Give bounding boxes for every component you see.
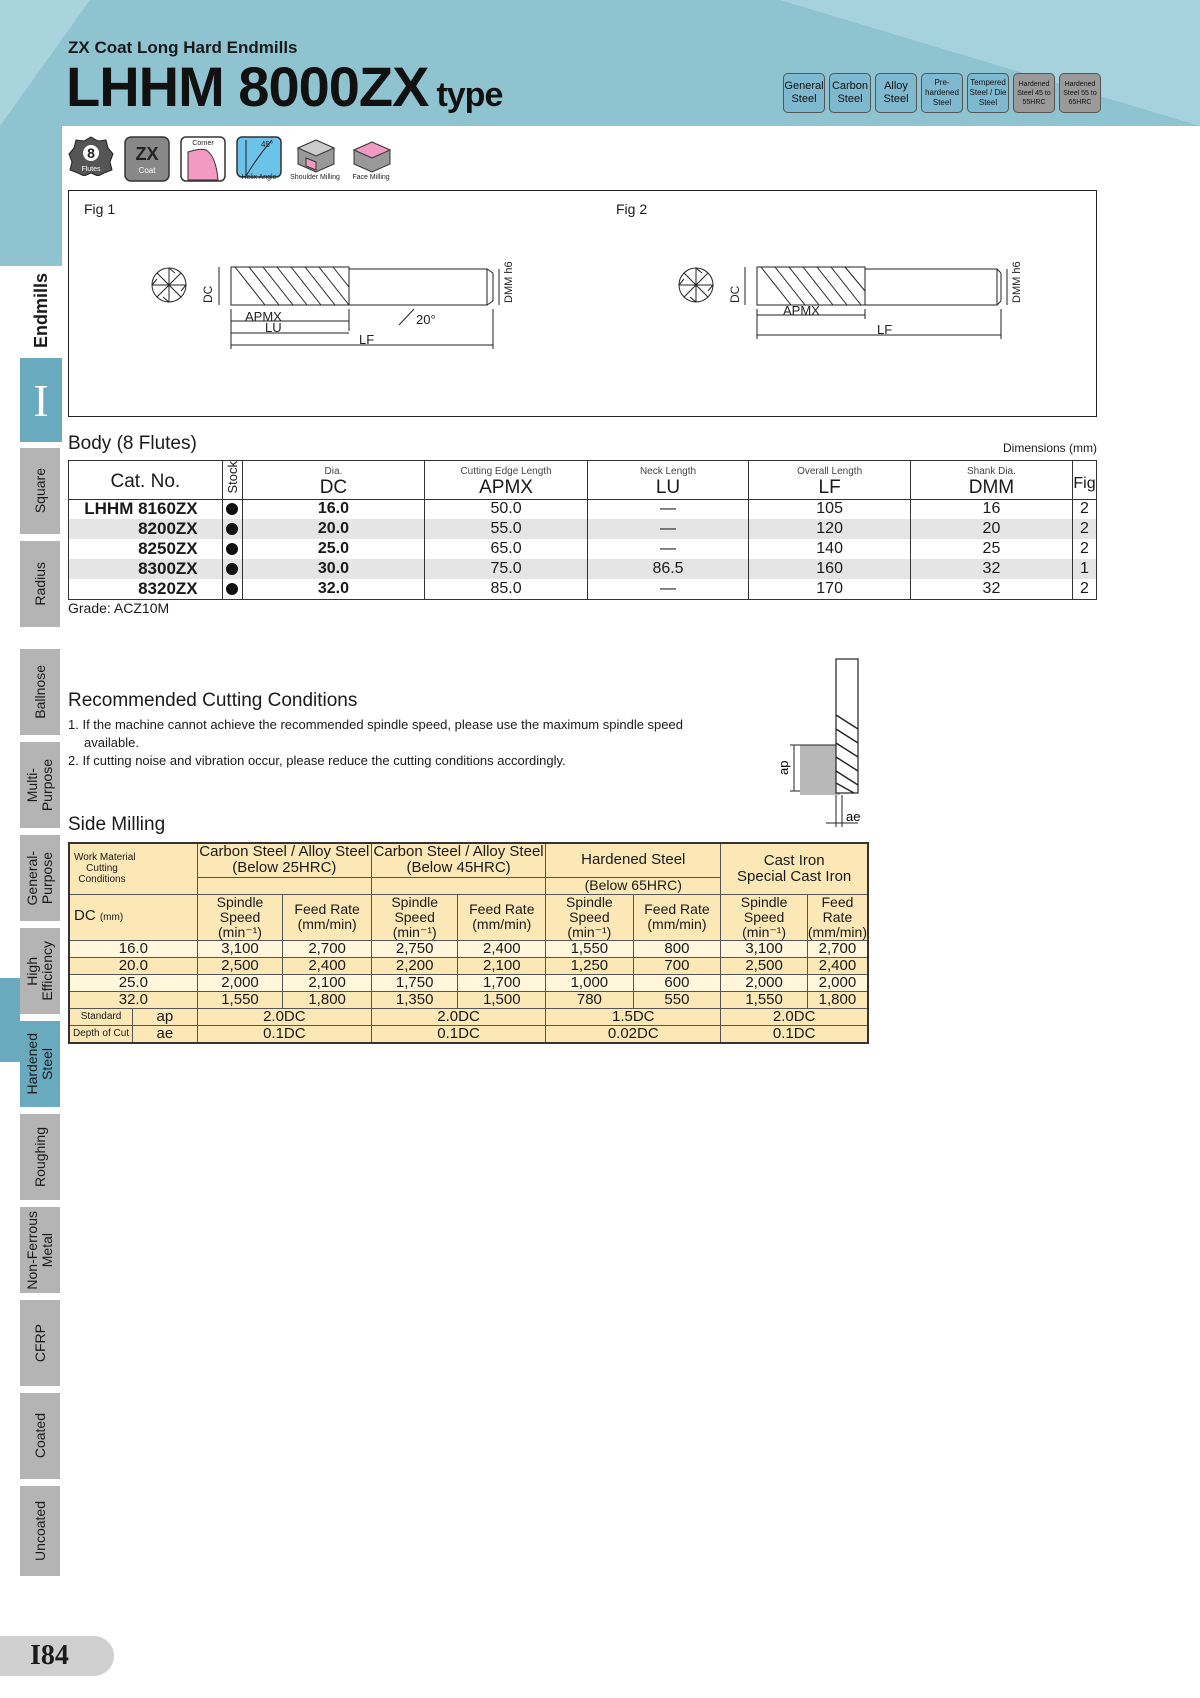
body-title: Body (8 Flutes) [68, 433, 197, 454]
fig1-end-view [152, 268, 186, 302]
sidebar-top-band [0, 126, 62, 266]
material-prehardened-steel: Pre-hardened Steel [921, 73, 963, 113]
flutes-label: Flutes [81, 166, 101, 173]
corner-icon [180, 136, 226, 184]
apmx-value: 50.0 [425, 499, 587, 519]
shoulder-label: Shoulder Milling [290, 174, 340, 181]
material-carbon-steel: Carbon Steel [829, 73, 871, 113]
coat-value: ZX [135, 144, 159, 164]
apmx-value: 55.0 [425, 519, 587, 539]
stock-mark [222, 519, 242, 539]
spindle-speed-header: Spindle Speed (min⁻¹) [371, 894, 457, 940]
material-hardened-45-55: Hardened Steel 45 to 55HRC [1013, 73, 1055, 113]
table-row: 32.0 1,550 1,800 1,350 1,500 780 550 1,550 1,800 [69, 991, 868, 1008]
flutes-value: 8 [87, 145, 95, 161]
sidebar-tab-coated[interactable]: Coated [20, 1393, 60, 1479]
fig2-lf: LF [877, 322, 893, 337]
dmm-value: 32 [910, 559, 1072, 579]
fig1-dc: DC [201, 285, 215, 303]
body-table [68, 460, 1097, 600]
material-hardened-55-65: Hardened Steel 55 to 65HRC [1059, 73, 1101, 113]
ap-cell: ap [133, 1008, 198, 1025]
depth-of-cut-label: Depth of Cut [69, 1025, 133, 1043]
header-apmx: Cutting Edge Length APMX [425, 461, 587, 500]
material-alloy-steel: Alloy Steel [875, 73, 917, 113]
spindle-speed-header: Spindle Speed (min⁻¹) [197, 894, 283, 940]
dmm-value: 32 [910, 579, 1072, 599]
header-cat: Cat. No. [69, 461, 223, 500]
note-2: 2. If cutting noise and vibration occur, please reduce the cutting conditions accordingly. [68, 753, 566, 768]
material-general-steel: General Steel [783, 73, 825, 113]
sidebar-tab-roughing[interactable]: Roughing [20, 1114, 60, 1200]
stock-mark [222, 499, 242, 519]
standard-label: Standard [69, 1008, 133, 1025]
helix-angle-icon [236, 136, 282, 184]
ae-cell: ae [133, 1025, 198, 1043]
cat-no: 8250ZX [69, 539, 223, 559]
sidebar-tab-multi-purpose[interactable]: Multi- Purpose [20, 742, 60, 828]
sidebar-section-mark: I [20, 358, 62, 442]
spindle-speed-header: Spindle Speed (min⁻¹) [721, 894, 808, 940]
ap-label: ap [776, 760, 791, 775]
dc-value: 32.0 [242, 579, 425, 599]
shoulder-milling-icon [292, 136, 338, 184]
cat-no: 8300ZX [69, 559, 223, 579]
dc-header: DC (mm) [69, 894, 197, 940]
group-header: Carbon Steel / Alloy Steel (Below 25HRC) [197, 843, 371, 877]
lu-value: — [587, 539, 749, 559]
header-stock: Stock [222, 461, 242, 500]
dmm-value: 16 [910, 499, 1072, 519]
dmm-value: 20 [910, 519, 1072, 539]
fig2-apmx: APMX [783, 303, 820, 318]
fig1-angle: 20° [416, 312, 436, 327]
flutes-icon [68, 136, 114, 184]
page-number: I84 [0, 1636, 114, 1676]
dmm-value: 25 [910, 539, 1072, 559]
figure-frame [68, 190, 1097, 417]
fig-value: 1 [1072, 559, 1096, 579]
grade-note: Grade: ACZ10M [68, 600, 170, 616]
table-row [69, 579, 1097, 599]
stock-mark [222, 559, 242, 579]
header-dmm: Shank Dia. DMM [910, 461, 1072, 500]
feed-rate-header: Feed Rate (mm/min) [633, 894, 721, 940]
sidebar-tab-uncoated[interactable]: Uncoated [20, 1486, 60, 1576]
lf-value: 140 [749, 539, 911, 559]
sidebar-tab-hardened-steel[interactable]: Hardened Steel [20, 1021, 60, 1107]
table-row [69, 559, 1097, 579]
work-material-header: Work Material Cutting Conditions [69, 843, 197, 894]
lf-value: 170 [749, 579, 911, 599]
sidebar-tab-cfrp[interactable]: CFRP [20, 1300, 60, 1386]
table-row [69, 499, 1097, 519]
ae-label: ae [846, 809, 861, 824]
spindle-speed-header: Spindle Speed (min⁻¹) [546, 894, 633, 940]
sidebar-tab-square[interactable]: Square [20, 448, 60, 534]
fig2-label: Fig 2 [616, 201, 648, 217]
fig1-lf: LF [359, 332, 375, 347]
dc-value: 25.0 [242, 539, 425, 559]
dimensions-note: Dimensions (mm) [1002, 441, 1097, 455]
ae-row: Depth of Cut ae 0.1DC 0.1DC 0.02DC 0.1DC [69, 1025, 868, 1043]
zx-coat-icon [124, 136, 170, 184]
fig2-end-view [679, 268, 713, 302]
lf-value: 120 [749, 519, 911, 539]
apmx-value: 75.0 [425, 559, 587, 579]
side-milling-diagram [770, 655, 880, 835]
coat-label: Coat [138, 166, 156, 175]
table-row: 16.0 3,100 2,700 2,750 2,400 1,550 800 3,100 2,700 [69, 940, 868, 957]
fig-value: 2 [1072, 579, 1096, 599]
dc-value: 30.0 [242, 559, 425, 579]
helix-label: Helix Angle [241, 174, 277, 181]
stock-mark [222, 579, 242, 599]
sidebar-endmills: Endmills [20, 266, 62, 356]
lu-value: — [587, 499, 749, 519]
lu-value: — [587, 519, 749, 539]
lf-value: 160 [749, 559, 911, 579]
table-row [69, 519, 1097, 539]
fig1-label: Fig 1 [84, 201, 116, 217]
dc-value: 16.0 [242, 499, 425, 519]
header-lu: Neck Length LU [587, 461, 749, 500]
cat-no: LHHM 8160ZX [69, 499, 223, 519]
fig2-dmm: DMM h6 [1011, 261, 1023, 303]
cat-no: 8200ZX [69, 519, 223, 539]
fig1-dmm: DMM h6 [503, 261, 515, 303]
corner-label: Corner [192, 140, 214, 147]
dc-value: 20.0 [242, 519, 425, 539]
table-row: 25.0 2,000 2,100 1,750 1,700 1,000 600 2,000 2,000 [69, 974, 868, 991]
ap-row: Standard ap 2.0DC 2.0DC 1.5DC 2.0DC [69, 1008, 868, 1025]
feature-icons [68, 136, 394, 184]
side-milling-title: Side Milling [68, 814, 166, 835]
table-row [69, 539, 1097, 559]
fig2-dc: DC [728, 285, 742, 303]
lu-value: 86.5 [587, 559, 749, 579]
material-icons [783, 73, 1101, 113]
tool-drawings [69, 191, 1095, 415]
side-milling-table [68, 842, 869, 1044]
face-milling-icon [348, 136, 394, 184]
feed-rate-header: Feed Rate (mm/min) [807, 893, 867, 940]
group-sub: (Below 65HRC) [546, 877, 721, 894]
table-row: 20.0 2,500 2,400 2,200 2,100 1,250 700 2,500 2,400 [69, 957, 868, 974]
fig-value: 2 [1072, 499, 1096, 519]
active-tab-marker [0, 978, 20, 1062]
material-tempered-die-steel: Tempered Steel / Die Steel [967, 73, 1009, 113]
feed-rate-header: Feed Rate (mm/min) [458, 894, 546, 940]
stock-mark [222, 539, 242, 559]
sidebar-tab-general-purpose[interactable]: General- Purpose [20, 835, 60, 921]
fig1-lu: LU [265, 320, 282, 335]
fig1-apmx: APMX [245, 309, 282, 324]
header-dc: Dia. DC [242, 461, 425, 500]
sidebar-tab-ballnose[interactable]: Ballnose [20, 649, 60, 735]
sidebar-tab-radius[interactable]: Radius [20, 541, 60, 627]
face-label: Face Milling [352, 174, 390, 181]
note-1: 1. If the machine cannot achieve the recommended spindle speed, please use the maximum spindle speed available. [68, 717, 683, 750]
lu-value: — [587, 579, 749, 599]
helix-value: 45° [260, 140, 274, 149]
product-subtitle: ZX Coat Long Hard Endmills [68, 38, 298, 57]
apmx-value: 65.0 [425, 539, 587, 559]
apmx-value: 85.0 [425, 579, 587, 599]
fig-value: 2 [1072, 539, 1096, 559]
lf-value: 105 [749, 499, 911, 519]
header-fig: Fig [1072, 461, 1096, 500]
group-header: Carbon Steel / Alloy Steel (Below 45HRC) [371, 843, 545, 877]
sidebar-tab-non-ferrous-metal[interactable]: Non-Ferrous Metal [20, 1207, 60, 1293]
product-title: LHHM 8000ZX type [66, 55, 503, 118]
group-header: Cast Iron Special Cast Iron [721, 843, 868, 894]
sidebar-tab-high-efficiency[interactable]: High Efficiency [20, 928, 60, 1014]
recommended-conditions [68, 690, 688, 770]
fig-value: 2 [1072, 519, 1096, 539]
header-lf: Overall Length LF [749, 461, 911, 500]
group-header: Hardened Steel [546, 843, 721, 877]
conditions-title: Recommended Cutting Conditions [68, 690, 358, 711]
cat-no: 8320ZX [69, 579, 223, 599]
feed-rate-header: Feed Rate (mm/min) [283, 894, 372, 940]
